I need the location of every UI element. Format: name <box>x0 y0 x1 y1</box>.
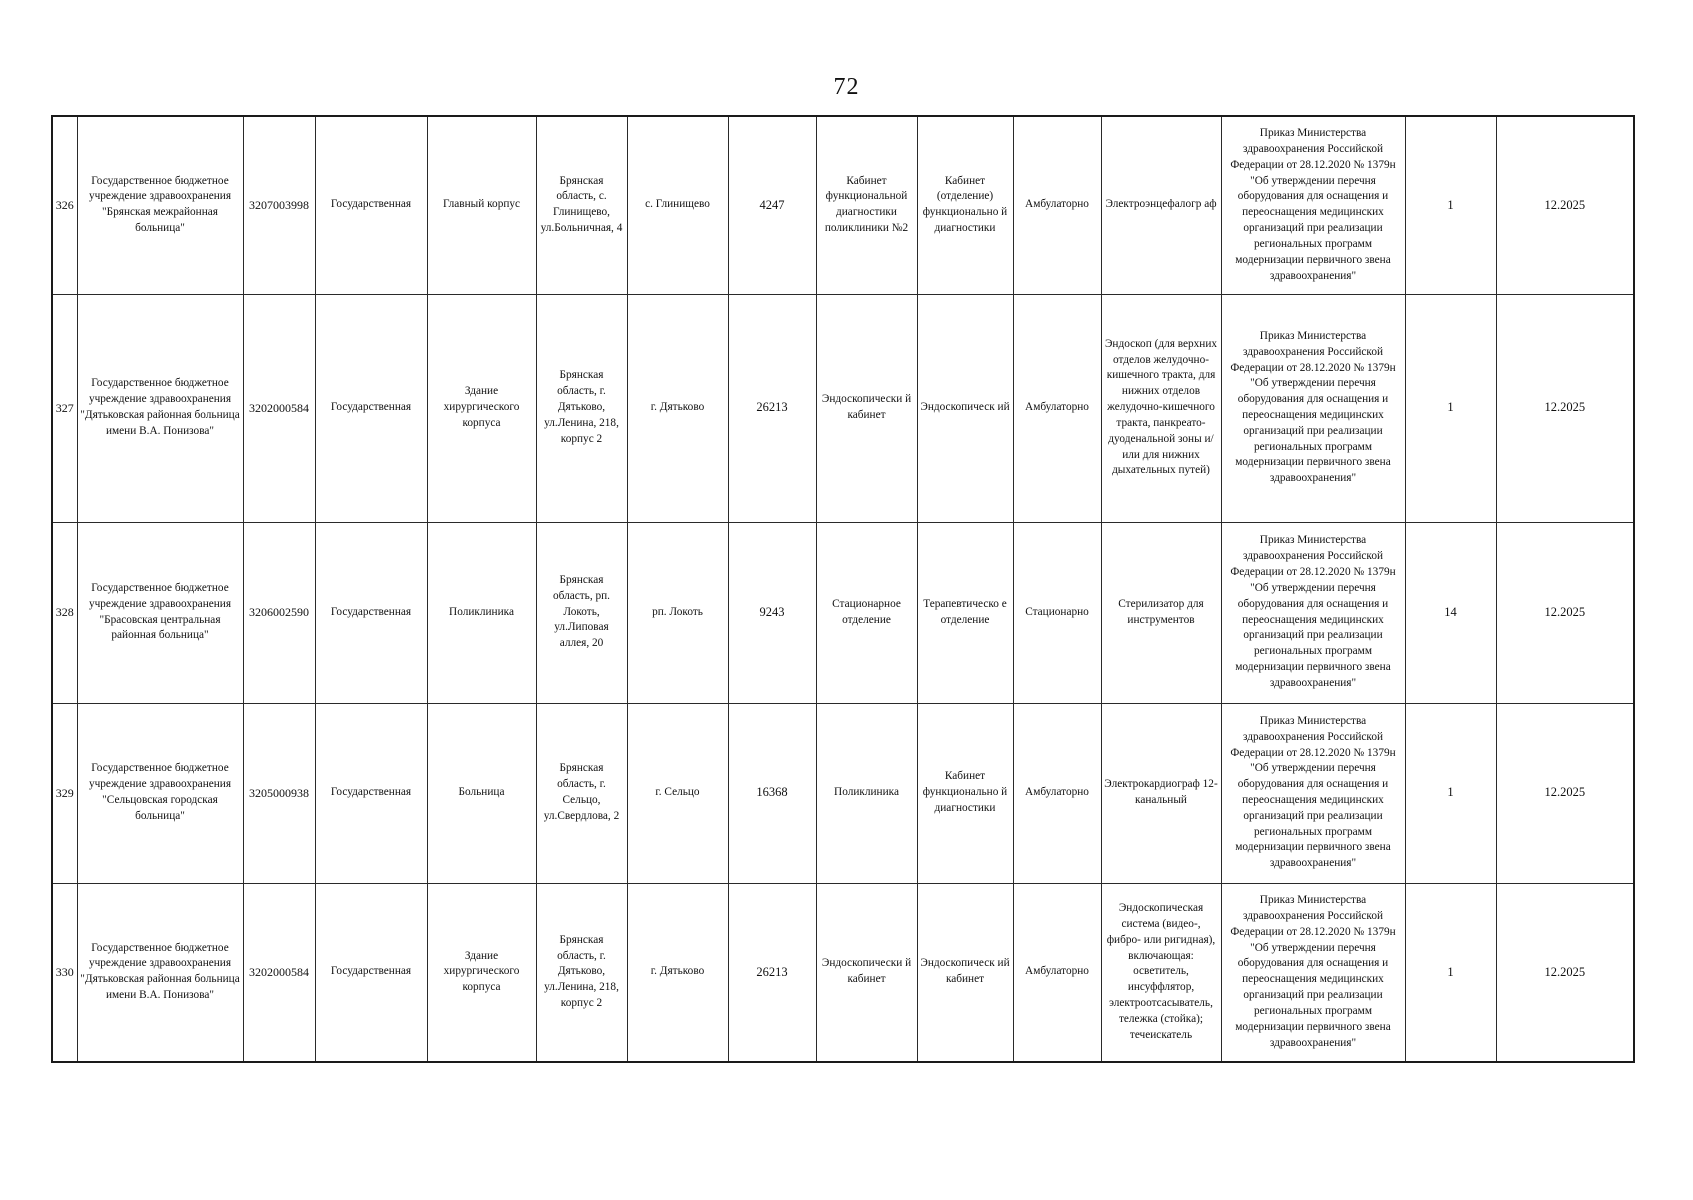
cell-inn: 3205000938 <box>243 703 315 883</box>
cell-building: Главный корпус <box>427 116 536 294</box>
cell-inn: 3207003998 <box>243 116 315 294</box>
cell-organization: Государственное бюджетное учреждение здравоохранения "Брянская межрайонная больница" <box>77 116 243 294</box>
cell-order: Приказ Министерства здравоохранения Российской Федерации от 28.12.2020 № 1379н "Об утверждении перечня оборудования для оснащения и переоснащения медицинских организаций при реализации региональных программ модернизации первичного звена здравоохранения" <box>1221 522 1405 703</box>
cell-department: Кабинет (отделение) функционально й диагностики <box>917 116 1013 294</box>
table-row <box>52 522 1634 703</box>
cell-organization: Государственное бюджетное учреждение здравоохранения "Дятьковская районная больница имени В.А. Понизова" <box>77 883 243 1062</box>
cell-organization: Государственное бюджетное учреждение здравоохранения "Сельцовская городская больница" <box>77 703 243 883</box>
cell-ownership: Государственная <box>315 522 427 703</box>
cell-department: Эндоскопическ ий кабинет <box>917 883 1013 1062</box>
cell-organization: Государственное бюджетное учреждение здравоохранения "Брасовская центральная районная больница" <box>77 522 243 703</box>
cell-order: Приказ Министерства здравоохранения Российской Федерации от 28.12.2020 № 1379н "Об утверждении перечня оборудования для оснащения и переоснащения медицинских организаций при реализации региональных программ модернизации первичного звена здравоохранения" <box>1221 883 1405 1062</box>
cell-row-number: 327 <box>52 294 77 522</box>
cell-building: Здание хирургического корпуса <box>427 883 536 1062</box>
cell-order: Приказ Министерства здравоохранения Российской Федерации от 28.12.2020 № 1379н "Об утверждении перечня оборудования для оснащения и переоснащения медицинских организаций при реализации региональных программ модернизации первичного звена здравоохранения" <box>1221 116 1405 294</box>
cell-inn: 3202000584 <box>243 883 315 1062</box>
cell-organization: Государственное бюджетное учреждение здравоохранения "Дятьковская районная больница имени В.А. Понизова" <box>77 294 243 522</box>
cell-equipment: Эндоскопическая система (видео-, фибро- или ригидная), включающая: осветитель, инсуффлятор, электроотсасыватель, тележка (стойка); течеискатель <box>1101 883 1221 1062</box>
cell-quantity: 1 <box>1405 116 1496 294</box>
cell-department: Кабинет функционально й диагностики <box>917 703 1013 883</box>
cell-department: Терапевтическо е отделение <box>917 522 1013 703</box>
cell-row-number: 328 <box>52 522 77 703</box>
cell-quantity: 14 <box>1405 522 1496 703</box>
cell-equipment: Электроэнцефалогр аф <box>1101 116 1221 294</box>
cell-building: Здание хирургического корпуса <box>427 294 536 522</box>
cell-address: Брянская область, с. Глинищево, ул.Больничная, 4 <box>536 116 627 294</box>
cell-date: 12.2025 <box>1496 116 1634 294</box>
cell-care-mode: Стационарно <box>1013 522 1101 703</box>
cell-ownership: Государственная <box>315 703 427 883</box>
cell-equipment: Стерилизатор для инструментов <box>1101 522 1221 703</box>
cell-building: Больница <box>427 703 536 883</box>
cell-locality: рп. Локоть <box>627 522 728 703</box>
cell-address: Брянская область, г. Сельцо, ул.Свердлова, 2 <box>536 703 627 883</box>
cell-population: 26213 <box>728 294 816 522</box>
cell-equipment: Эндоскоп (для верхних отделов желудочно-кишечного тракта, для нижних отделов желудочно-кишечного тракта, панкреато-дуоденальной зоны и/или для нижних дыхательных путей) <box>1101 294 1221 522</box>
cell-ownership: Государственная <box>315 116 427 294</box>
cell-population: 16368 <box>728 703 816 883</box>
cell-address: Брянская область, рп. Локоть, ул.Липовая аллея, 20 <box>536 522 627 703</box>
cell-quantity: 1 <box>1405 703 1496 883</box>
cell-building: Поликлиника <box>427 522 536 703</box>
cell-ownership: Государственная <box>315 294 427 522</box>
cell-unit: Стационарное отделение <box>816 522 917 703</box>
cell-address: Брянская область, г. Дятьково, ул.Ленина, 218, корпус 2 <box>536 883 627 1062</box>
cell-population: 4247 <box>728 116 816 294</box>
cell-date: 12.2025 <box>1496 703 1634 883</box>
cell-department: Эндоскопическ ий <box>917 294 1013 522</box>
cell-equipment: Электрокардиограф 12-канальный <box>1101 703 1221 883</box>
table-row <box>52 883 1634 1062</box>
cell-inn: 3202000584 <box>243 294 315 522</box>
page-number: 72 <box>833 74 860 100</box>
cell-care-mode: Амбулаторно <box>1013 116 1101 294</box>
cell-row-number: 326 <box>52 116 77 294</box>
cell-care-mode: Амбулаторно <box>1013 294 1101 522</box>
table-row <box>52 116 1634 294</box>
cell-locality: г. Сельцо <box>627 703 728 883</box>
cell-date: 12.2025 <box>1496 883 1634 1062</box>
cell-address: Брянская область, г. Дятьково, ул.Ленина, 218, корпус 2 <box>536 294 627 522</box>
cell-ownership: Государственная <box>315 883 427 1062</box>
cell-date: 12.2025 <box>1496 522 1634 703</box>
cell-row-number: 329 <box>52 703 77 883</box>
cell-locality: с. Глинищево <box>627 116 728 294</box>
cell-population: 26213 <box>728 883 816 1062</box>
cell-order: Приказ Министерства здравоохранения Российской Федерации от 28.12.2020 № 1379н "Об утверждении перечня оборудования для оснащения и переоснащения медицинских организаций при реализации региональных программ модернизации первичного звена здравоохранения" <box>1221 294 1405 522</box>
equipment-table <box>51 115 1635 1063</box>
table-row <box>52 294 1634 522</box>
cell-unit: Эндоскопически й кабинет <box>816 883 917 1062</box>
cell-order: Приказ Министерства здравоохранения Российской Федерации от 28.12.2020 № 1379н "Об утверждении перечня оборудования для оснащения и переоснащения медицинских организаций при реализации региональных программ модернизации первичного звена здравоохранения" <box>1221 703 1405 883</box>
cell-unit: Эндоскопически й кабинет <box>816 294 917 522</box>
cell-locality: г. Дятьково <box>627 883 728 1062</box>
table-row <box>52 703 1634 883</box>
cell-unit: Кабинет функциональной диагностики поликлиники №2 <box>816 116 917 294</box>
cell-population: 9243 <box>728 522 816 703</box>
cell-inn: 3206002590 <box>243 522 315 703</box>
cell-row-number: 330 <box>52 883 77 1062</box>
cell-care-mode: Амбулаторно <box>1013 883 1101 1062</box>
cell-quantity: 1 <box>1405 294 1496 522</box>
cell-date: 12.2025 <box>1496 294 1634 522</box>
cell-unit: Поликлиника <box>816 703 917 883</box>
cell-quantity: 1 <box>1405 883 1496 1062</box>
cell-care-mode: Амбулаторно <box>1013 703 1101 883</box>
cell-locality: г. Дятьково <box>627 294 728 522</box>
